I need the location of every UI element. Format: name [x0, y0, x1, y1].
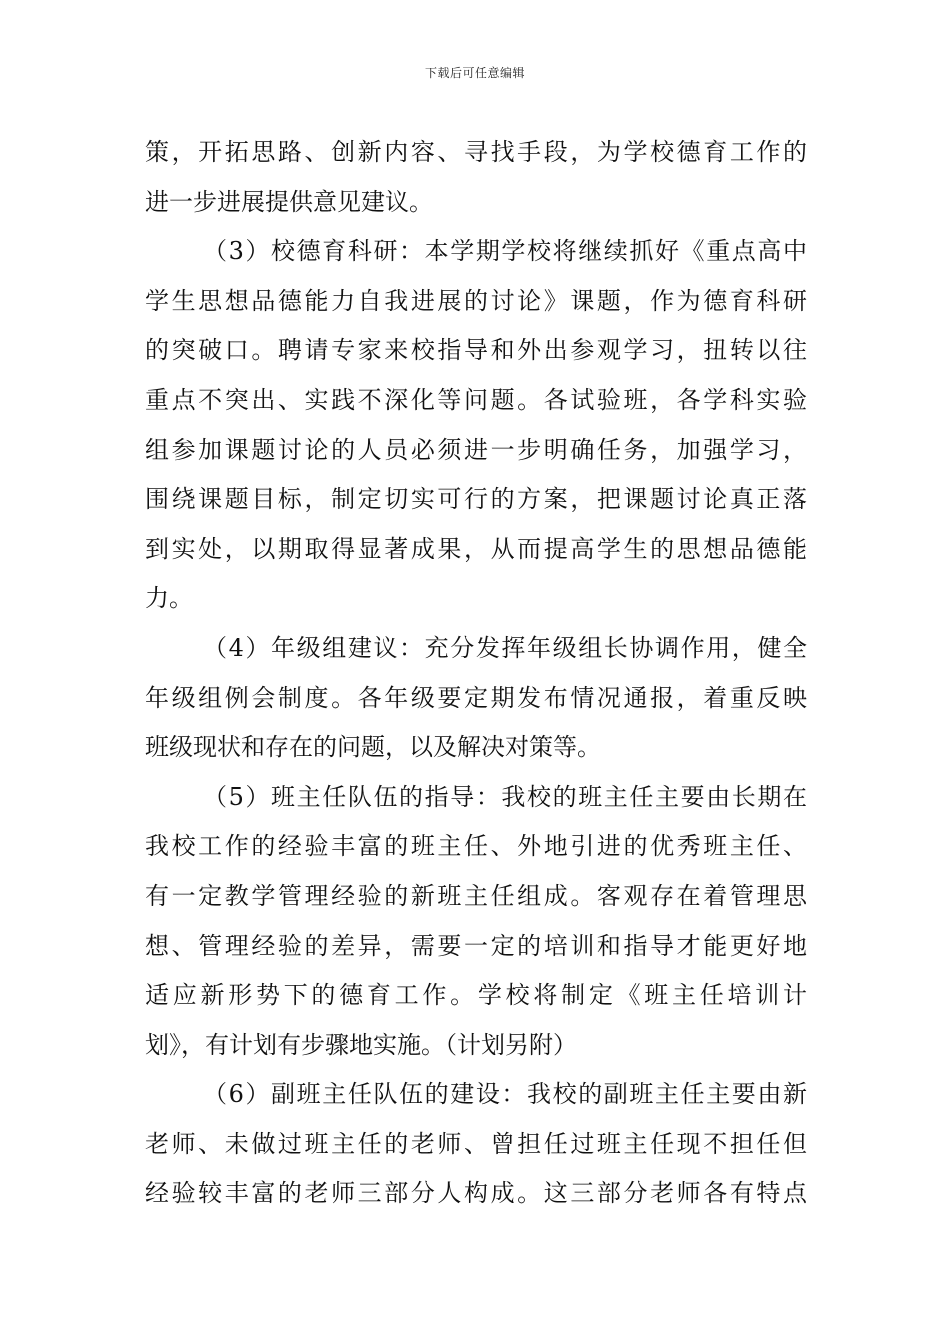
text-line: 的突破口。聘请专家来校指导和外出参观学习，扭转以往 [145, 336, 807, 365]
text-line: 组参加课题讨论的人员必须进一步明确任务，加强学习， [145, 435, 807, 464]
text-line: 围绕课题目标，制定切实可行的方案，把课题讨论真正落 [145, 485, 807, 514]
text-line: 老师、未做过班主任的老师、曾担任过班主任现不担任但 [145, 1129, 807, 1158]
text-line: 我校工作的经验丰富的班主任、外地引进的优秀班主任、 [145, 832, 807, 861]
text-line: 划》，有计划有步骤地实施。（计划另附） [145, 1030, 577, 1059]
text-line: 想、管理经验的差异，需要一定的培训和指导才能更好地 [145, 931, 807, 960]
paragraph-first-line: （3）校德育科研：本学期学校将继续抓好《重点高中 [203, 237, 807, 266]
paragraph-first-line: （5）班主任队伍的指导：我校的班主任主要由长期在 [203, 782, 807, 811]
text-line: 年级组例会制度。各年级要定期发布情况通报，着重反映 [145, 683, 807, 712]
text-line: 策，开拓思路、创新内容、寻找手段，为学校德育工作的 [145, 138, 807, 166]
text-line: 经验较丰富的老师三部分人构成。这三部分老师各有特点 [145, 1179, 807, 1208]
page-header: 下载后可任意编辑 [424, 66, 525, 80]
text-line: 有一定教学管理经验的新班主任组成。客观存在着管理思 [145, 881, 807, 910]
text-line: 重点不突出、实践不深化等问题。各试验班，各学科实验 [145, 385, 807, 414]
text-line: 班级现状和存在的问题，以及解决对策等。 [145, 733, 601, 762]
text-line: 到实处，以期取得显著成果，从而提高学生的思想品德能 [145, 534, 807, 563]
text-line: 学生思想品德能力自我进展的讨论》课题，作为德育科研 [145, 286, 807, 315]
text-line: 适应新形势下的德育工作。学校将制定《班主任培训计 [145, 981, 807, 1010]
text-line: 进一步进展提供意见建议。 [145, 187, 433, 216]
paragraph-first-line: （4）年级组建议：充分发挥年级组长协调作用，健全 [203, 633, 807, 662]
paragraph-first-line: （6）副班主任队伍的建设：我校的副班主任主要由新 [203, 1080, 807, 1109]
body-text [145, 128, 807, 1219]
text-line: 力。 [145, 584, 193, 613]
